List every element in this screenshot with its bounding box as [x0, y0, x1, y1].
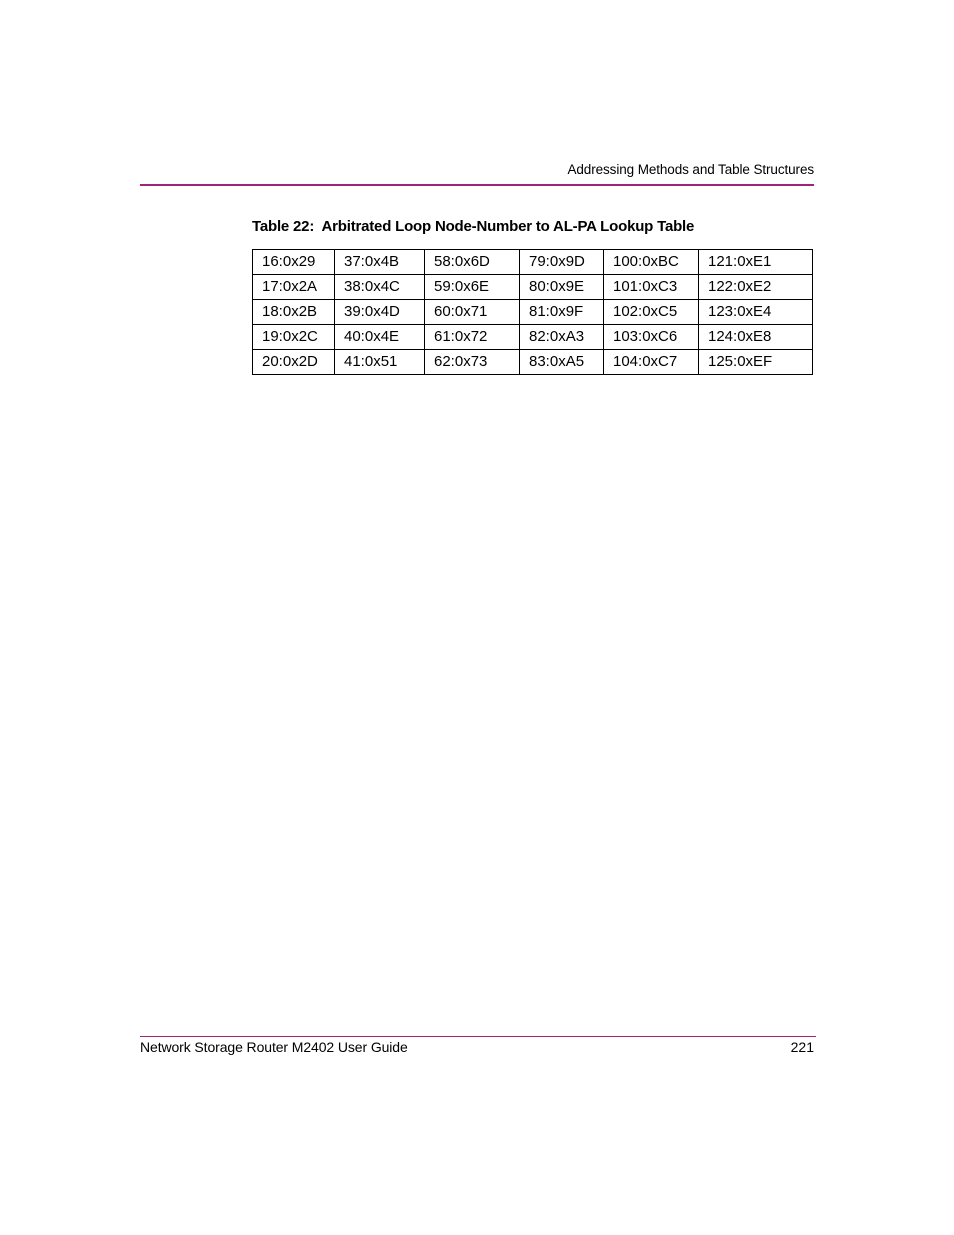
table-cell: 37:0x4B: [335, 250, 425, 275]
table-cell: 20:0x2D: [253, 350, 335, 375]
table-cell: 81:0x9F: [520, 300, 604, 325]
running-header-title: Addressing Methods and Table Structures: [567, 162, 814, 177]
table-cell: 80:0x9E: [520, 275, 604, 300]
table-cell: 60:0x71: [425, 300, 520, 325]
table-row: [253, 250, 813, 275]
table-cell: 19:0x2C: [253, 325, 335, 350]
table-cell: 102:0xC5: [604, 300, 699, 325]
table-cell: 121:0xE1: [699, 250, 813, 275]
table-cell: 83:0xA5: [520, 350, 604, 375]
table-cell: 103:0xC6: [604, 325, 699, 350]
table-cell: 62:0x73: [425, 350, 520, 375]
header-divider: [140, 184, 814, 186]
table-cell: 123:0xE4: [699, 300, 813, 325]
table-cell: 124:0xE8: [699, 325, 813, 350]
table-cell: 38:0x4C: [335, 275, 425, 300]
page-number: 221: [790, 1039, 814, 1055]
table-cell: 100:0xBC: [604, 250, 699, 275]
table-cell: 17:0x2A: [253, 275, 335, 300]
table-cell: 41:0x51: [335, 350, 425, 375]
table-cell: 125:0xEF: [699, 350, 813, 375]
table-caption: Table 22: Arbitrated Loop Node-Number to AL-PA Lookup Table: [252, 218, 695, 235]
table-cell: 82:0xA3: [520, 325, 604, 350]
table-cell: 58:0x6D: [425, 250, 520, 275]
table-row: [253, 325, 813, 350]
table-cell: 104:0xC7: [604, 350, 699, 375]
table-row: [253, 350, 813, 375]
table-cell: 59:0x6E: [425, 275, 520, 300]
footer-title: Network Storage Router M2402 User Guide: [140, 1039, 408, 1055]
table-cell: 101:0xC3: [604, 275, 699, 300]
table-cell: 40:0x4E: [335, 325, 425, 350]
table-row: [253, 300, 813, 325]
table-cell: 122:0xE2: [699, 275, 813, 300]
table-cell: 16:0x29: [253, 250, 335, 275]
lookup-table: [252, 249, 813, 375]
table-cell: 79:0x9D: [520, 250, 604, 275]
table-row: [253, 275, 813, 300]
footer-divider: [140, 1036, 816, 1037]
table-cell: 61:0x72: [425, 325, 520, 350]
table-cell: 18:0x2B: [253, 300, 335, 325]
table-cell: 39:0x4D: [335, 300, 425, 325]
